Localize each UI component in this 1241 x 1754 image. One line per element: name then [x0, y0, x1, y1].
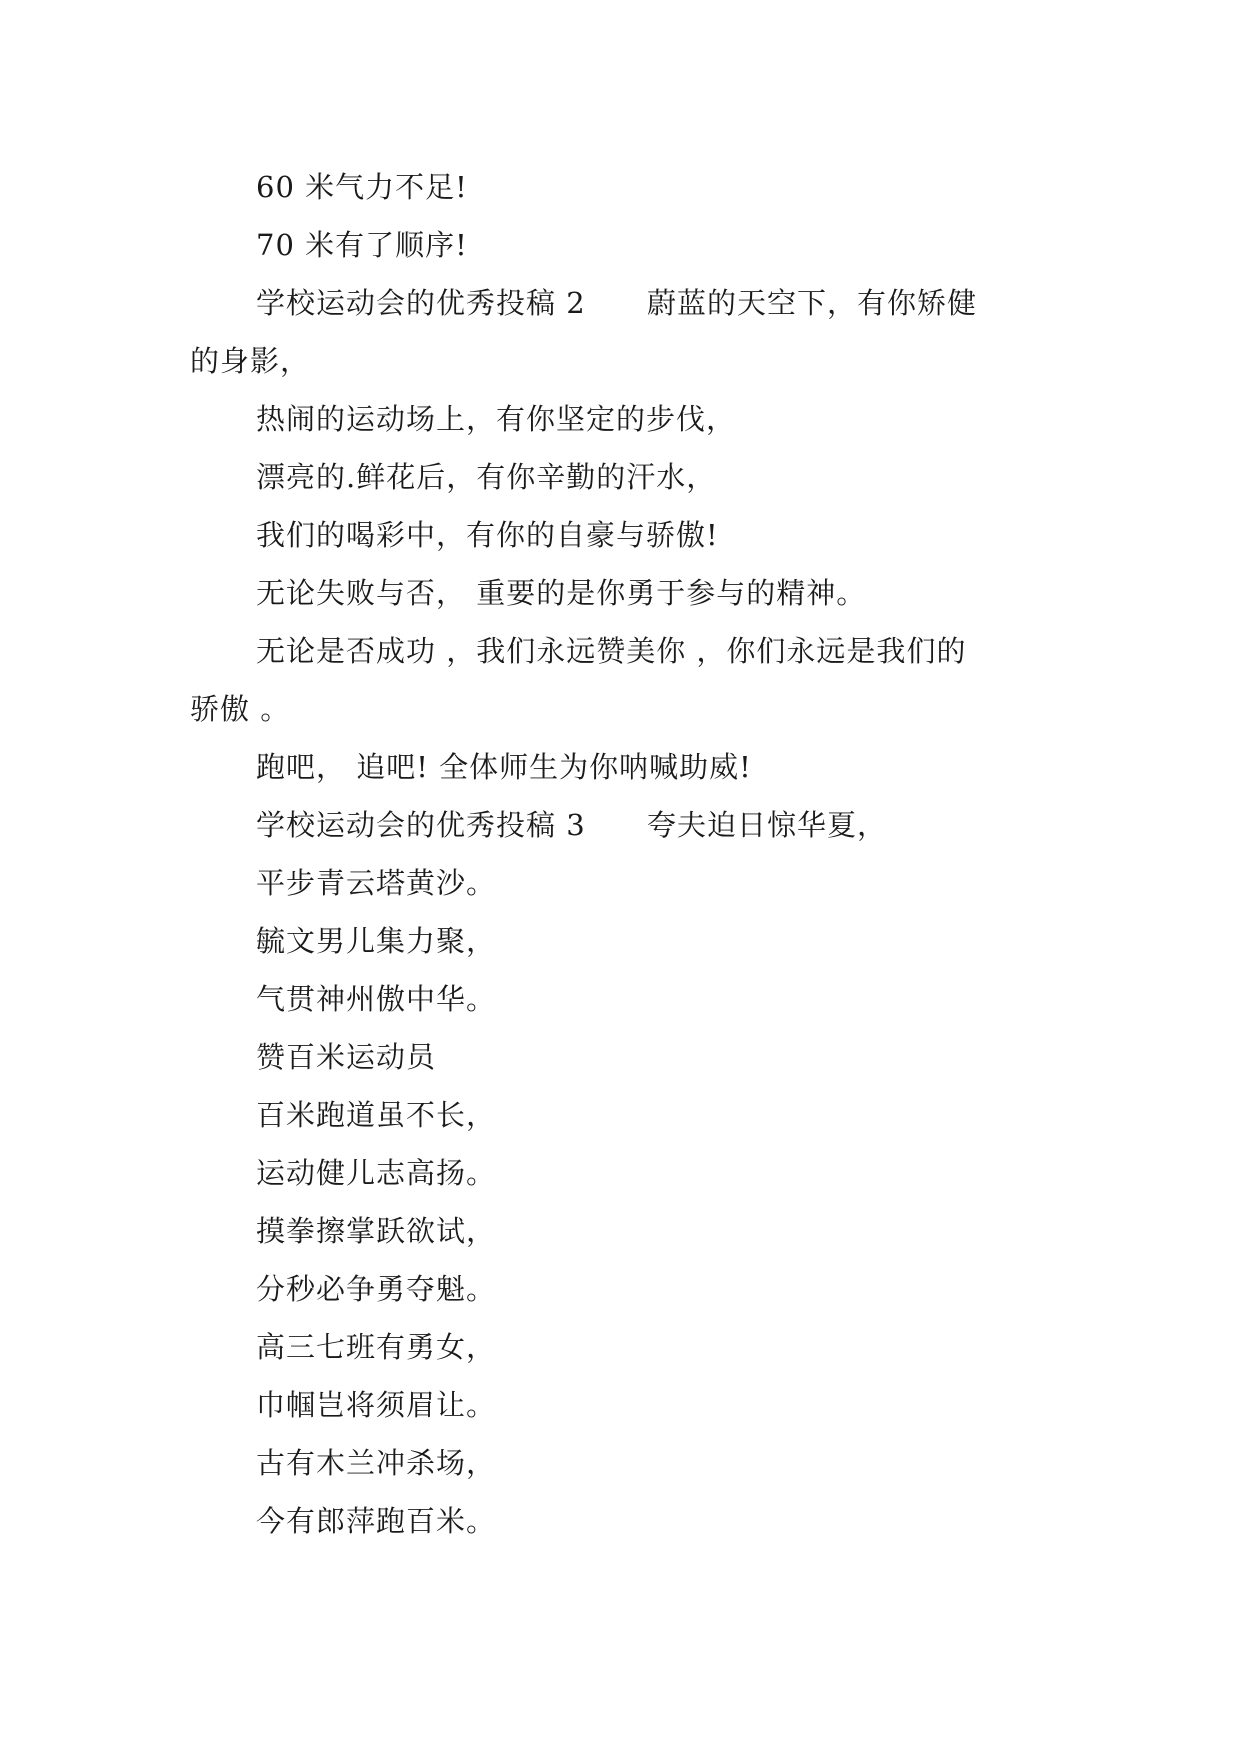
section-heading-line: 学校运动会的优秀投稿 2 蔚蓝的天空下，有你矫健: [256, 286, 977, 320]
poem-line: 运动健儿志高扬。: [256, 1156, 497, 1190]
text-line: 无论失败与否， 重要的是你勇于参与的精神。: [256, 576, 867, 610]
poem-line: 分秒必争勇夺魁。: [256, 1272, 497, 1306]
poem-line: 古有木兰冲杀场，: [256, 1446, 497, 1480]
poem-line: 摸拳擦掌跃欲试，: [256, 1214, 497, 1248]
poem-line: 百米跑道虽不长，: [256, 1098, 497, 1132]
poem-line: 平步青云塔黄沙。: [256, 866, 497, 900]
poem-line: 高三七班有勇女，: [256, 1330, 497, 1364]
text-line: 漂亮的.鲜花后，有你辛勤的汗水，: [256, 460, 717, 494]
text-line-continuation: 的身影，: [190, 344, 311, 378]
section-heading-line: 学校运动会的优秀投稿 3 夸夫迫日惊华夏，: [256, 808, 887, 842]
text-line: 热闹的运动场上，有你坚定的步伐，: [256, 402, 737, 436]
text-line: 我们的喝彩中，有你的自豪与骄傲!: [256, 518, 719, 552]
poem-line: 巾帼岂将须眉让。: [256, 1388, 497, 1422]
poem-line: 气贯神州傲中华。: [256, 982, 497, 1016]
poem-title: 赞百米运动员: [256, 1040, 437, 1074]
text-line: 无论是否成功 ，我们永远赞美你 ，你们永远是我们的: [256, 634, 967, 668]
text-line: 60 米气力不足!: [256, 170, 468, 204]
text-line: 跑吧， 追吧! 全体师生为你呐喊助威!: [256, 750, 752, 784]
poem-line: 毓文男儿集力聚，: [256, 924, 497, 958]
poem-line: 今有郎萍跑百米。: [256, 1504, 497, 1538]
text-line: 70 米有了顺序!: [256, 228, 468, 262]
text-line-continuation: 骄傲 。: [190, 692, 291, 726]
document-body: [190, 158, 1050, 1550]
